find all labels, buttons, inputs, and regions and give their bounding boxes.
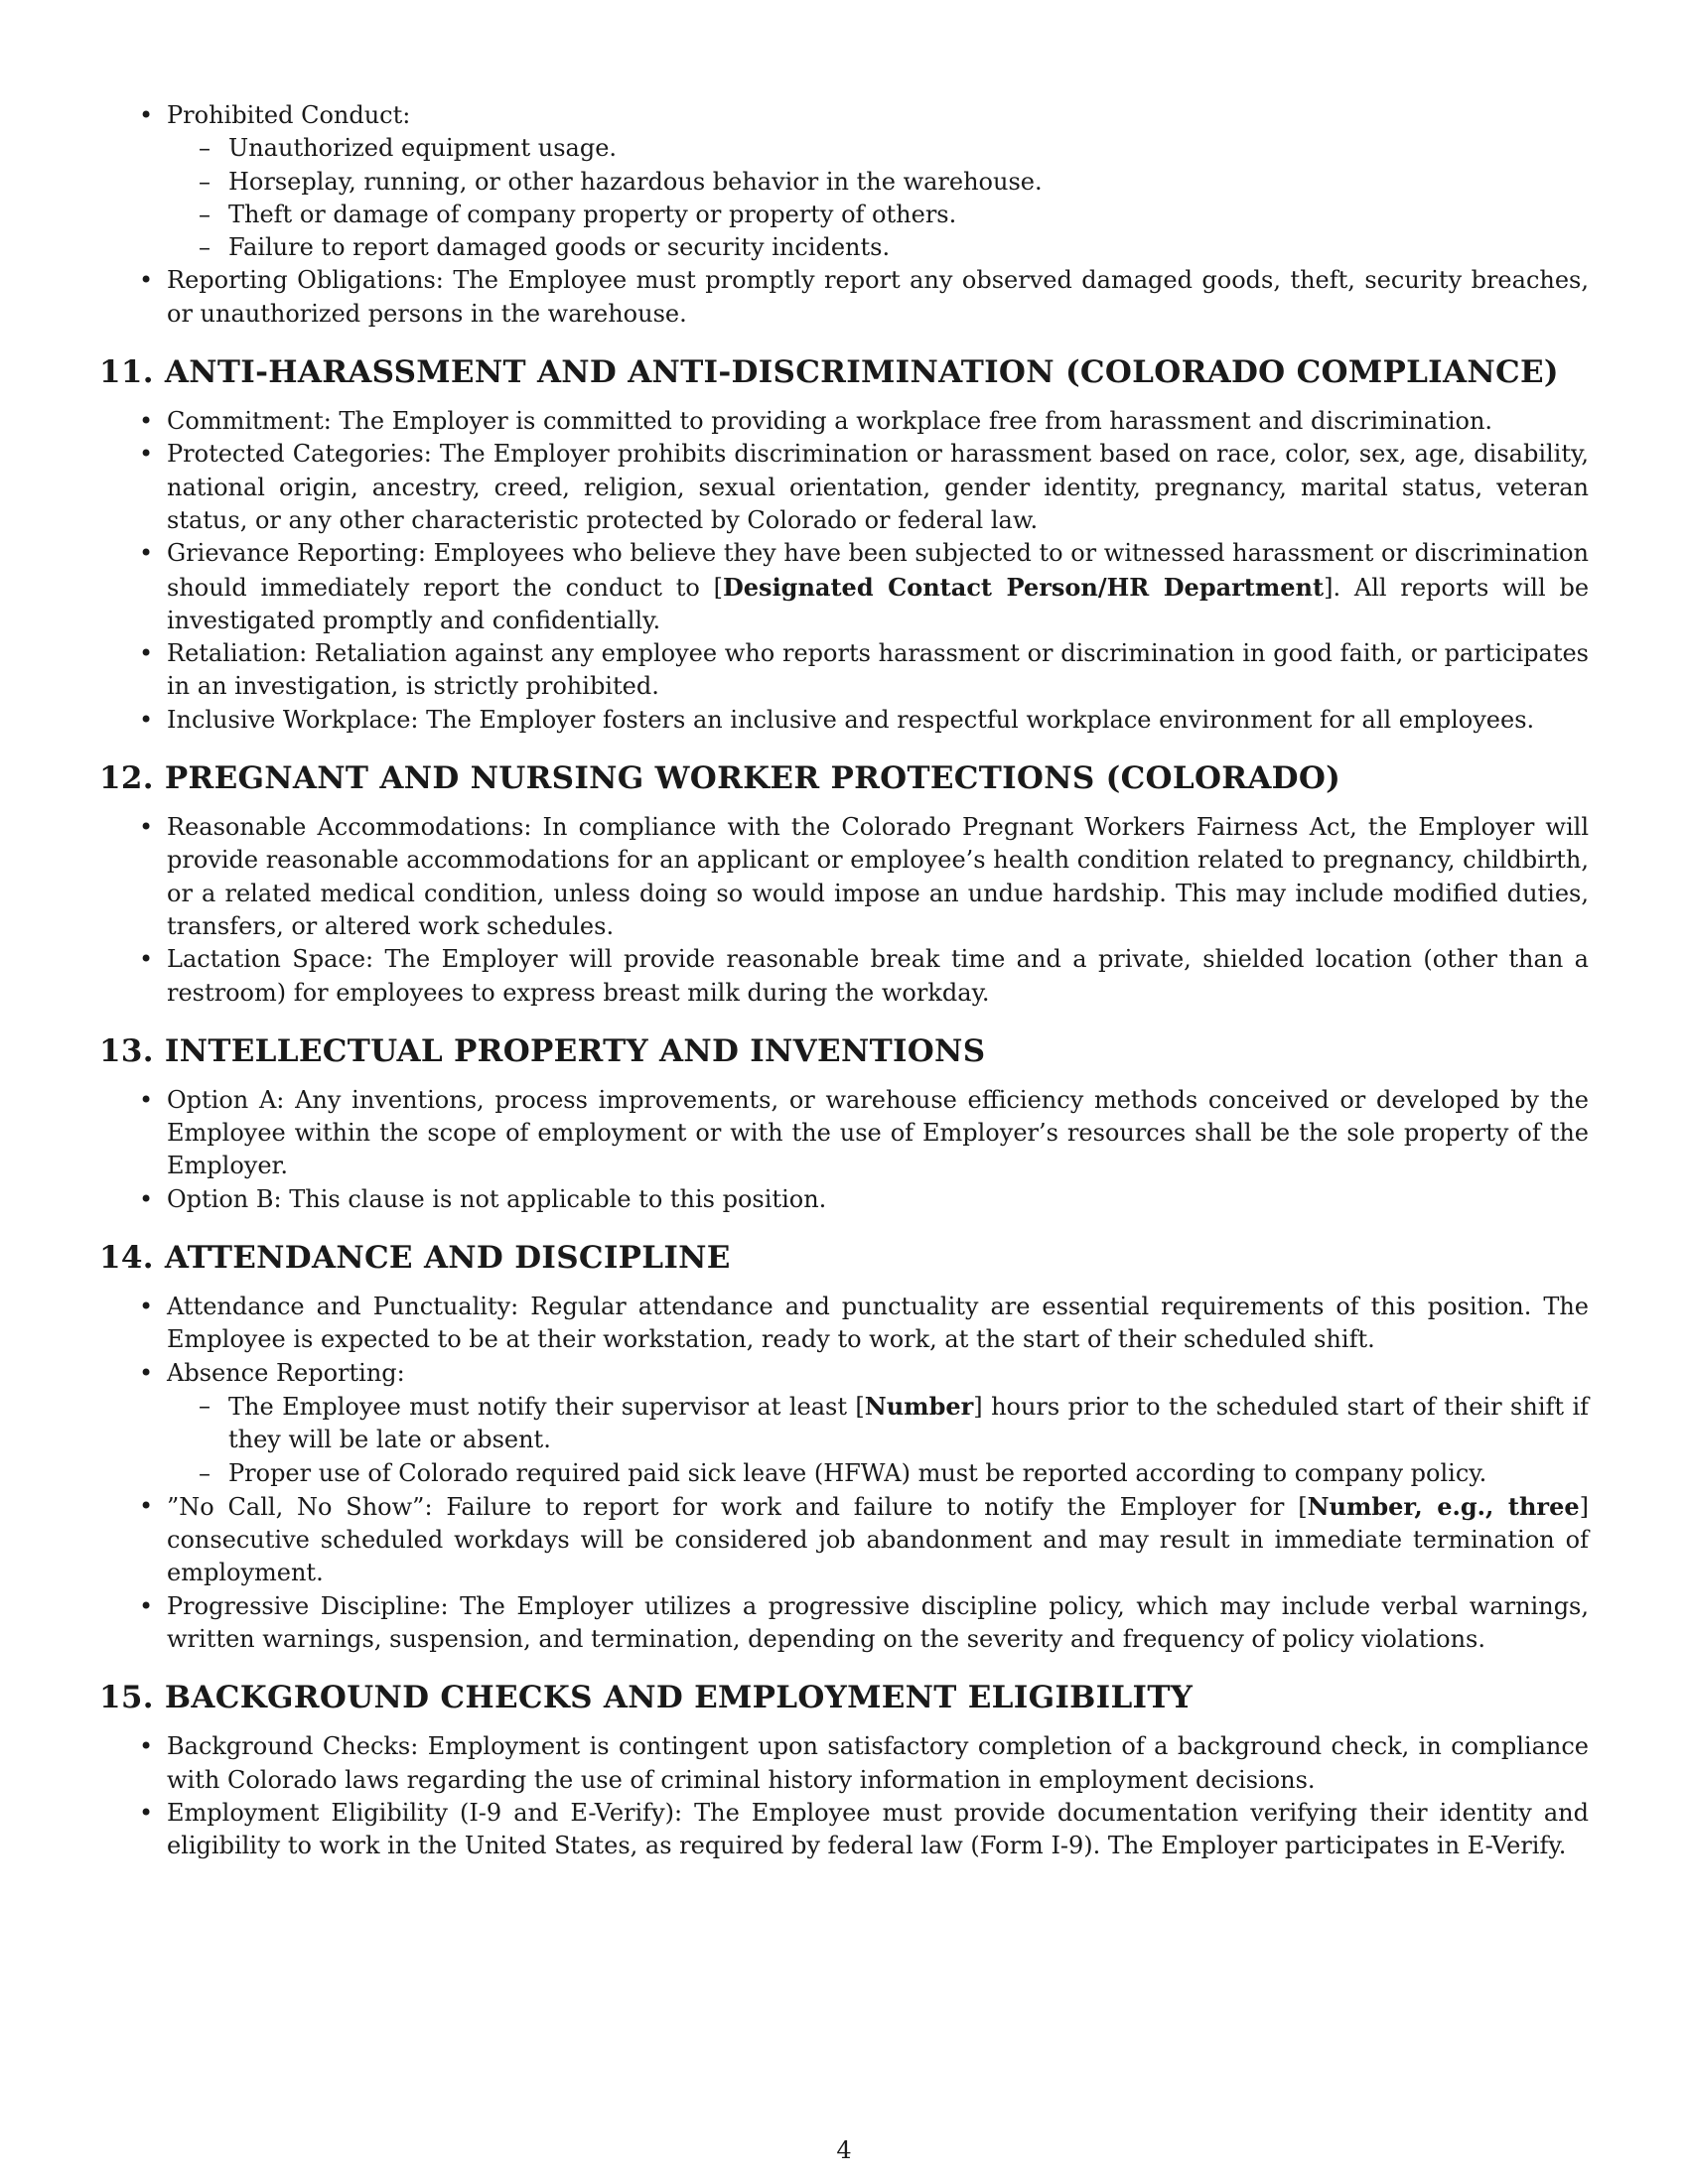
- list-item: [99, 537, 1589, 637]
- list-item: • Option B: This clause is not applicable to this position.: [99, 1183, 1589, 1216]
- grievance-text: Grievance Reporting: Employees who believe they have been subjected to or witnessed harassment or discrimination should immediately report the conduct to [: [167, 539, 1589, 602]
- section-title-11: 11. ANTI-HARASSMENT AND ANTI-DISCRIMINATION (COLORADO COMPLIANCE): [99, 354, 1559, 391]
- list-item: • Attendance and Punctuality: Regular attendance and punctuality are essential requirements of this position. The Employee is expected to be at their workstation, ready to work, at the start of their scheduled shift.: [99, 1291, 1589, 1357]
- no-call-text-end: ] consecutive scheduled workdays will be considered job abandonment and may result in immediate termination of employment.: [167, 1492, 1589, 1587]
- list-item: • Employment Eligibility (I-9 and E-Verify): The Employee must provide documentation verifying their identity and eligibility to work in the United States, as required by federal law (Form I-9). The Employer participates in E-Verify.: [99, 1797, 1589, 1863]
- list-item: – Horseplay, running, or other hazardous behavior in the warehouse.: [167, 166, 1589, 199]
- section-title-13: 13. INTELLECTUAL PROPERTY AND INVENTIONS: [99, 1032, 986, 1069]
- list-item: • Protected Categories: The Employer prohibits discrimination or harassment based on race, color, sex, age, disability, national origin, ancestry, creed, religion, sexual orientation, gender identity, pregnancy, marital status, veteran status, or any other characteristic protected by Colorado or federal law.: [99, 438, 1589, 537]
- list-item: • Progressive Discipline: The Employer utilizes a progressive discipline policy, which may include verbal warnings, written warnings, suspension, and termination, depending on the severity and frequency of policy violations.: [99, 1590, 1589, 1657]
- list-item: – Proper use of Colorado required paid sick leave (HFWA) must be reported according to company policy.: [167, 1457, 1589, 1490]
- section-13-list: [99, 1084, 1589, 1216]
- absence-notify-placeholder: Number: [864, 1391, 974, 1421]
- list-item: [99, 1490, 1589, 1590]
- no-call-text: ”No Call, No Show”: Failure to report for work and failure to notify the Employer for [: [167, 1492, 1308, 1521]
- absence-notify-text-end: ] hours prior to the scheduled start of their shift if they will be late or absent.: [228, 1392, 1589, 1454]
- list-item: • Option A: Any inventions, process improvements, or warehouse efficiency methods conceived or developed by the Employee within the scope of employment or with the use of Employer’s resources shall be the sole property of the Employer.: [99, 1084, 1589, 1183]
- section-title-12: 12. PREGNANT AND NURSING WORKER PROTECTIONS (COLORADO): [99, 760, 1341, 797]
- section-14-list: [99, 1291, 1589, 1656]
- section-title-15: 15. BACKGROUND CHECKS AND EMPLOYMENT ELIGIBILITY: [99, 1680, 1194, 1716]
- grievance-text-end: ]. All reports will be investigated promptly and confidentially.: [167, 573, 1590, 634]
- section-12-list: [99, 811, 1589, 1010]
- prohibited-conduct-label: Prohibited Conduct:: [167, 101, 411, 129]
- section-title-14: 14. ATTENDANCE AND DISCIPLINE: [99, 1240, 731, 1277]
- list-item: [99, 1357, 1589, 1490]
- absence-reporting-label: Absence Reporting:: [167, 1358, 405, 1387]
- absence-reporting-sublist: [167, 1390, 1589, 1490]
- list-item: – Theft or damage of company property or property of others.: [167, 199, 1589, 231]
- no-call-placeholder: Number, e.g., three: [1307, 1491, 1580, 1521]
- document-page: [99, 99, 1589, 1862]
- absence-notify-text: The Employee must notify their supervisor at least [: [228, 1392, 865, 1421]
- section-15-list: [99, 1730, 1589, 1862]
- page-number: 4: [836, 2136, 852, 2164]
- list-item: [167, 1390, 1589, 1457]
- prohibited-conduct-sublist: [167, 132, 1589, 264]
- list-item: • Background Checks: Employment is contingent upon satisfactory completion of a background check, in compliance with Colorado laws regarding the use of criminal history information in employment decisions.: [99, 1730, 1589, 1797]
- list-item: • Retaliation: Retaliation against any employee who reports harassment or discrimination in good faith, or participates in an investigation, is strictly prohibited.: [99, 637, 1589, 704]
- list-item: – Failure to report damaged goods or security incidents.: [167, 231, 1589, 264]
- section-11-list: [99, 405, 1589, 737]
- list-item: • Lactation Space: The Employer will provide reasonable break time and a private, shielded location (other than a restroom) for employees to express breast milk during the workday.: [99, 943, 1589, 1010]
- list-item: [99, 99, 1589, 264]
- list-item: • Reporting Obligations: The Employee must promptly report any observed damaged goods, theft, security breaches, or unauthorized persons in the warehouse.: [99, 264, 1589, 331]
- prohibited-conduct-list: [99, 99, 1589, 331]
- list-item: – Unauthorized equipment usage.: [167, 132, 1589, 165]
- list-item: • Commitment: The Employer is committed to providing a workplace free from harassment and discrimination.: [99, 405, 1589, 438]
- grievance-placeholder: Designated Contact Person/HR Department: [722, 572, 1325, 602]
- list-item: • Inclusive Workplace: The Employer fosters an inclusive and respectful workplace environment for all employees.: [99, 704, 1589, 737]
- list-item: • Reasonable Accommodations: In compliance with the Colorado Pregnant Workers Fairness Act, the Employer will provide reasonable accommodations for an applicant or employee’s health condition related to pregnancy, childbirth, or a related medical condition, unless doing so would impose an undue hardship. This may include modified duties, transfers, or altered work schedules.: [99, 811, 1589, 943]
